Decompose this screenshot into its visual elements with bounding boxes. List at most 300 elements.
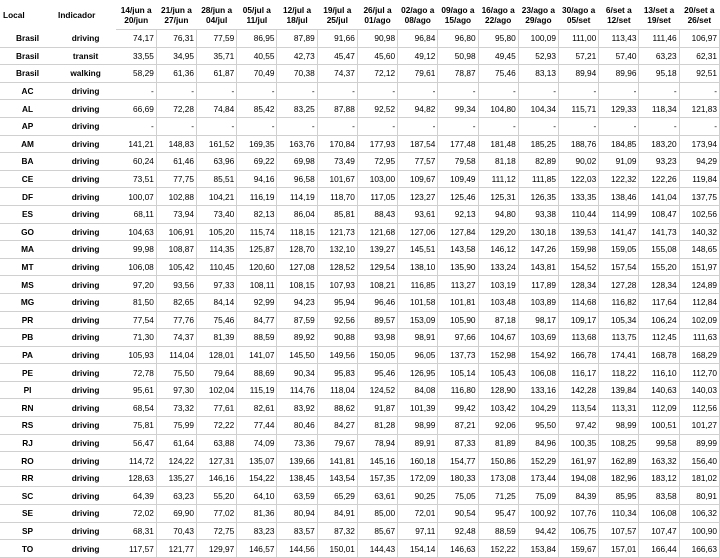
cell-value: 79,64	[197, 364, 237, 382]
cell-value: 105,90	[438, 311, 478, 329]
cell-value: 89,99	[679, 434, 719, 452]
cell-indicador: driving	[55, 82, 116, 100]
cell-value: 90,54	[438, 505, 478, 523]
cell-value: 65,29	[317, 487, 357, 505]
header-local: Local	[3, 9, 25, 20]
cell-value: 89,94	[559, 65, 599, 83]
cell-value: 64,39	[116, 487, 156, 505]
cell-value: 110,44	[559, 205, 599, 223]
cell-value: 173,08	[478, 469, 518, 487]
table-row	[0, 505, 720, 523]
cell-value: 87,88	[317, 100, 357, 118]
cell-value: 137,73	[438, 346, 478, 364]
cell-value: 99,42	[438, 399, 478, 417]
cell-value: 103,48	[478, 293, 518, 311]
header-period-end: 22/ago	[485, 14, 512, 25]
cell-value: 106,97	[679, 30, 719, 48]
cell-local: CE	[0, 170, 55, 188]
cell-value: 102,56	[679, 205, 719, 223]
cell-value: 146,57	[237, 540, 277, 558]
cell-value: 90,98	[357, 30, 397, 48]
cell-value: 159,05	[599, 241, 639, 259]
cell-value: 107,47	[639, 522, 679, 540]
cell-value: 89,57	[357, 311, 397, 329]
cell-value: 86,04	[277, 205, 317, 223]
cell-value: 45,47	[317, 47, 357, 65]
cell-value: 140,63	[639, 381, 679, 399]
cell-local: AM	[0, 135, 55, 153]
cell-value: 110,45	[197, 258, 237, 276]
cell-value: 153,84	[518, 540, 558, 558]
cell-indicador: driving	[55, 311, 116, 329]
cell-value: 143,58	[438, 241, 478, 259]
cell-value: 128,01	[197, 346, 237, 364]
cell-value: 83,92	[277, 399, 317, 417]
table-row	[0, 487, 720, 505]
cell-value: 94,82	[398, 100, 438, 118]
cell-value: 74,37	[317, 65, 357, 83]
cell-value: 183,12	[639, 469, 679, 487]
cell-value: 90,02	[559, 153, 599, 171]
header-period-end: 05/set	[566, 14, 591, 25]
cell-value: 55,20	[197, 487, 237, 505]
table-row	[0, 469, 720, 487]
cell-value: 103,00	[357, 170, 397, 188]
cell-value: 170,84	[317, 135, 357, 153]
header-period-start: 19/jul a	[323, 4, 352, 15]
cell-value: 68,54	[116, 399, 156, 417]
cell-value: 101,58	[398, 293, 438, 311]
cell-value: 94,23	[277, 293, 317, 311]
cell-indicador: driving	[55, 381, 116, 399]
cell-value: 105,93	[116, 346, 156, 364]
cell-value: 73,49	[317, 153, 357, 171]
cell-value: 166,78	[559, 346, 599, 364]
cell-value: 35,71	[197, 47, 237, 65]
cell-local: PE	[0, 364, 55, 382]
cell-value: 106,75	[559, 522, 599, 540]
cell-value: 57,40	[599, 47, 639, 65]
cell-value: 106,08	[116, 258, 156, 276]
cell-indicador: transit	[55, 47, 116, 65]
cell-value: 168,78	[639, 346, 679, 364]
cell-value: 77,61	[197, 399, 237, 417]
header-period-end: 08/ago	[404, 14, 431, 25]
cell-value: 75,09	[518, 487, 558, 505]
cell-value: 73,36	[277, 434, 317, 452]
table-row	[0, 434, 720, 452]
cell-value: 88,69	[237, 364, 277, 382]
cell-value: 104,21	[197, 188, 237, 206]
header-period-start: 02/ago a	[401, 4, 435, 15]
cell-value: 96,05	[398, 346, 438, 364]
cell-value: 106,24	[639, 311, 679, 329]
cell-value: -	[599, 117, 639, 135]
cell-indicador: driving	[55, 364, 116, 382]
cell-indicador: driving	[55, 434, 116, 452]
cell-value: 185,25	[518, 135, 558, 153]
cell-value: 61,64	[156, 434, 196, 452]
table-row	[0, 188, 720, 206]
cell-value: 95,80	[478, 30, 518, 48]
cell-local: GO	[0, 223, 55, 241]
cell-value: -	[357, 117, 397, 135]
cell-value: 128,63	[116, 469, 156, 487]
cell-indicador: driving	[55, 241, 116, 259]
cell-value: 96,84	[398, 30, 438, 48]
cell-value: 107,57	[599, 522, 639, 540]
cell-value: -	[518, 117, 558, 135]
cell-value: 72,28	[156, 100, 196, 118]
cell-value: -	[679, 82, 719, 100]
header-period-end: 11/jul	[246, 14, 268, 25]
cell-value: 100,90	[679, 522, 719, 540]
cell-value: 85,00	[357, 505, 397, 523]
cell-value: 177,48	[438, 135, 478, 153]
cell-value: 121,68	[357, 223, 397, 241]
cell-value: 98,99	[398, 417, 438, 435]
cell-value: 112,56	[679, 399, 719, 417]
cell-local: ES	[0, 205, 55, 223]
cell-value: 128,34	[559, 276, 599, 294]
cell-value: 105,43	[478, 364, 518, 382]
cell-value: 79,58	[438, 153, 478, 171]
table-row	[0, 417, 720, 435]
cell-value: 109,17	[559, 311, 599, 329]
cell-value: 151,97	[679, 258, 719, 276]
table-row	[0, 452, 720, 470]
cell-indicador: driving	[55, 417, 116, 435]
cell-value: 112,45	[639, 329, 679, 347]
cell-value: 181,02	[679, 469, 719, 487]
cell-value: 112,09	[639, 399, 679, 417]
cell-value: 114,76	[277, 381, 317, 399]
header-period-start: 16/ago a	[481, 4, 515, 15]
cell-value: 85,95	[599, 487, 639, 505]
cell-local: RJ	[0, 434, 55, 452]
cell-value: -	[559, 117, 599, 135]
cell-value: 81,18	[478, 153, 518, 171]
cell-value: 163,32	[639, 452, 679, 470]
cell-value: 139,53	[559, 223, 599, 241]
header-period-end: 18/jul	[286, 14, 308, 25]
cell-value: 157,01	[599, 540, 639, 558]
header-indicador: Indicador	[58, 9, 96, 20]
cell-value: 154,92	[518, 346, 558, 364]
cell-value: 154,22	[237, 469, 277, 487]
cell-value: 85,42	[237, 100, 277, 118]
cell-local: Brasil	[0, 47, 55, 65]
cell-value: 70,43	[156, 522, 196, 540]
table-row	[0, 381, 720, 399]
cell-value: 146,63	[438, 540, 478, 558]
cell-value: 152,29	[518, 452, 558, 470]
cell-value: 81,39	[197, 329, 237, 347]
cell-value: 72,78	[116, 364, 156, 382]
cell-value: 140,32	[679, 223, 719, 241]
cell-value: 187,54	[398, 135, 438, 153]
cell-value: -	[478, 82, 518, 100]
cell-value: 78,94	[357, 434, 397, 452]
cell-value: 89,96	[599, 65, 639, 83]
cell-value: 61,46	[156, 153, 196, 171]
table-row	[0, 540, 720, 558]
cell-value: 127,08	[277, 258, 317, 276]
cell-value: 72,12	[357, 65, 397, 83]
cell-value: 83,58	[639, 487, 679, 505]
cell-value: 168,29	[679, 346, 719, 364]
header-period	[438, 0, 478, 30]
cell-value: 118,34	[639, 100, 679, 118]
cell-value: 85,81	[317, 205, 357, 223]
cell-value: 73,32	[156, 399, 196, 417]
header-period-end: 15/ago	[444, 14, 472, 25]
cell-value: 72,22	[197, 417, 237, 435]
cell-value: 103,89	[518, 293, 558, 311]
cell-value: 144,56	[277, 540, 317, 558]
table-row	[0, 65, 720, 83]
cell-value: 111,63	[679, 329, 719, 347]
table-row	[0, 205, 720, 223]
cell-value: 72,01	[398, 505, 438, 523]
cell-value: 100,35	[559, 434, 599, 452]
cell-value: 109,67	[398, 170, 438, 188]
cell-value: 82,65	[156, 293, 196, 311]
cell-value: 94,29	[679, 153, 719, 171]
cell-value: 81,36	[237, 505, 277, 523]
header-period-start: 20/set a	[684, 4, 715, 15]
cell-value: 93,61	[398, 205, 438, 223]
header-period-start: 30/ago a	[562, 4, 596, 15]
cell-value: 92,51	[679, 65, 719, 83]
cell-value: 87,89	[277, 30, 317, 48]
cell-value: 94,16	[237, 170, 277, 188]
cell-value: 111,85	[518, 170, 558, 188]
header-period	[277, 0, 317, 30]
cell-value: 45,60	[357, 47, 397, 65]
cell-value: 99,98	[116, 241, 156, 259]
header-period	[559, 0, 599, 30]
cell-local: MT	[0, 258, 55, 276]
cell-value: 69,90	[156, 505, 196, 523]
cell-value: 129,54	[357, 258, 397, 276]
cell-value: 182,96	[599, 469, 639, 487]
cell-value: 33,55	[116, 47, 156, 65]
header-period-end: 27/jun	[164, 14, 189, 25]
cell-indicador: driving	[55, 540, 116, 558]
cell-value: 113,43	[599, 30, 639, 48]
table-row	[0, 153, 720, 171]
cell-value: 161,97	[559, 452, 599, 470]
cell-value: 63,96	[197, 153, 237, 171]
cell-value: 105,20	[197, 223, 237, 241]
cell-value: 82,13	[237, 205, 277, 223]
cell-value: 125,87	[237, 241, 277, 259]
cell-value: -	[197, 117, 237, 135]
cell-value: 118,15	[277, 223, 317, 241]
cell-value: 99,58	[639, 434, 679, 452]
cell-indicador: driving	[55, 205, 116, 223]
cell-value: 95,94	[317, 293, 357, 311]
cell-value: 108,47	[639, 205, 679, 223]
table-row	[0, 399, 720, 417]
cell-value: 84,27	[317, 417, 357, 435]
cell-value: 98,99	[599, 417, 639, 435]
cell-value: 113,68	[559, 329, 599, 347]
cell-value: 104,63	[116, 223, 156, 241]
cell-indicador: driving	[55, 153, 116, 171]
cell-local: AP	[0, 117, 55, 135]
cell-value: 82,61	[237, 399, 277, 417]
cell-local: PI	[0, 381, 55, 399]
cell-value: 122,26	[639, 170, 679, 188]
cell-value: 100,09	[518, 30, 558, 48]
cell-value: 104,34	[518, 100, 558, 118]
cell-value: 106,08	[518, 364, 558, 382]
cell-value: -	[317, 117, 357, 135]
cell-value: 166,44	[639, 540, 679, 558]
cell-value: 94,80	[478, 205, 518, 223]
cell-value: -	[398, 82, 438, 100]
cell-value: 40,55	[237, 47, 277, 65]
cell-value: 61,36	[156, 65, 196, 83]
cell-value: 87,18	[478, 311, 518, 329]
cell-value: 153,09	[398, 311, 438, 329]
cell-value: 77,57	[398, 153, 438, 171]
cell-value: 91,66	[317, 30, 357, 48]
cell-value: 173,94	[679, 135, 719, 153]
cell-value: 96,46	[357, 293, 397, 311]
cell-value: 127,06	[398, 223, 438, 241]
header-period	[679, 0, 719, 30]
cell-value: 143,54	[317, 469, 357, 487]
cell-value: 90,88	[317, 329, 357, 347]
cell-value: 64,10	[237, 487, 277, 505]
cell-value: 61,87	[197, 65, 237, 83]
table-row	[0, 311, 720, 329]
cell-value: 78,87	[438, 65, 478, 83]
cell-value: 145,50	[277, 346, 317, 364]
cell-value: 77,02	[197, 505, 237, 523]
cell-value: 137,75	[679, 188, 719, 206]
cell-value: 169,35	[237, 135, 277, 153]
cell-value: 138,45	[277, 469, 317, 487]
cell-value: 173,44	[518, 469, 558, 487]
cell-value: 145,16	[357, 452, 397, 470]
cell-value: 120,60	[237, 258, 277, 276]
cell-value: -	[599, 82, 639, 100]
cell-value: 106,08	[639, 505, 679, 523]
cell-local: PR	[0, 311, 55, 329]
cell-value: 100,07	[116, 188, 156, 206]
cell-local: RN	[0, 399, 55, 417]
header-period	[197, 0, 237, 30]
table-row	[0, 364, 720, 382]
table-row	[0, 30, 720, 48]
header-period-start: 21/jun a	[160, 4, 192, 15]
cell-value: 103,19	[478, 276, 518, 294]
cell-value: 148,83	[156, 135, 196, 153]
cell-value: 123,27	[398, 188, 438, 206]
cell-value: 115,74	[237, 223, 277, 241]
cell-value: -	[357, 82, 397, 100]
cell-value: 159,67	[559, 540, 599, 558]
cell-value: 58,29	[116, 65, 156, 83]
cell-value: 143,81	[518, 258, 558, 276]
cell-value: 188,76	[559, 135, 599, 153]
cell-value: 119,84	[679, 170, 719, 188]
cell-value: 117,89	[518, 276, 558, 294]
cell-value: 66,69	[116, 100, 156, 118]
cell-value: 72,75	[197, 522, 237, 540]
cell-value: 142,28	[559, 381, 599, 399]
cell-local: SE	[0, 505, 55, 523]
cell-local: SC	[0, 487, 55, 505]
cell-indicador: driving	[55, 258, 116, 276]
cell-value: 113,27	[438, 276, 478, 294]
cell-value: 94,42	[518, 522, 558, 540]
cell-local: MS	[0, 276, 55, 294]
cell-value: 84,96	[518, 434, 558, 452]
cell-value: 84,39	[559, 487, 599, 505]
cell-indicador: driving	[55, 100, 116, 118]
cell-value: 50,98	[438, 47, 478, 65]
cell-value: 105,14	[438, 364, 478, 382]
cell-value: 83,23	[237, 522, 277, 540]
cell-value: 141,04	[639, 188, 679, 206]
cell-value: 129,97	[197, 540, 237, 558]
cell-value: 172,09	[398, 469, 438, 487]
cell-value: -	[277, 117, 317, 135]
cell-value: -	[116, 117, 156, 135]
cell-value: 73,94	[156, 205, 196, 223]
cell-value: -	[398, 117, 438, 135]
cell-value: 116,17	[559, 364, 599, 382]
cell-value: 72,02	[116, 505, 156, 523]
cell-value: 163,76	[277, 135, 317, 153]
cell-value: -	[478, 117, 518, 135]
cell-value: 84,08	[398, 381, 438, 399]
header-period-start: 23/ago a	[521, 4, 555, 15]
cell-value: -	[518, 82, 558, 100]
cell-value: 77,76	[156, 311, 196, 329]
cell-value: 109,49	[438, 170, 478, 188]
header-period-end: 01/ago	[364, 14, 391, 25]
cell-value: 135,27	[156, 469, 196, 487]
cell-value: 87,32	[317, 522, 357, 540]
cell-local: RR	[0, 469, 55, 487]
header-period-start: 09/ago a	[441, 4, 475, 15]
table-row	[0, 241, 720, 259]
cell-local: MA	[0, 241, 55, 259]
cell-value: 102,88	[156, 188, 196, 206]
cell-value: 128,52	[317, 258, 357, 276]
cell-value: 90,34	[277, 364, 317, 382]
cell-value: 126,35	[518, 188, 558, 206]
cell-value: 73,40	[197, 205, 237, 223]
cell-value: 113,31	[599, 399, 639, 417]
cell-value: 128,34	[639, 276, 679, 294]
cell-value: 124,52	[357, 381, 397, 399]
cell-value: 150,86	[478, 452, 518, 470]
cell-value: 74,17	[116, 30, 156, 48]
cell-value: 63,59	[277, 487, 317, 505]
cell-value: 97,66	[438, 329, 478, 347]
cell-value: 118,70	[317, 188, 357, 206]
cell-value: 108,25	[599, 434, 639, 452]
cell-value: 87,59	[277, 311, 317, 329]
cell-value: 76,31	[156, 30, 196, 48]
